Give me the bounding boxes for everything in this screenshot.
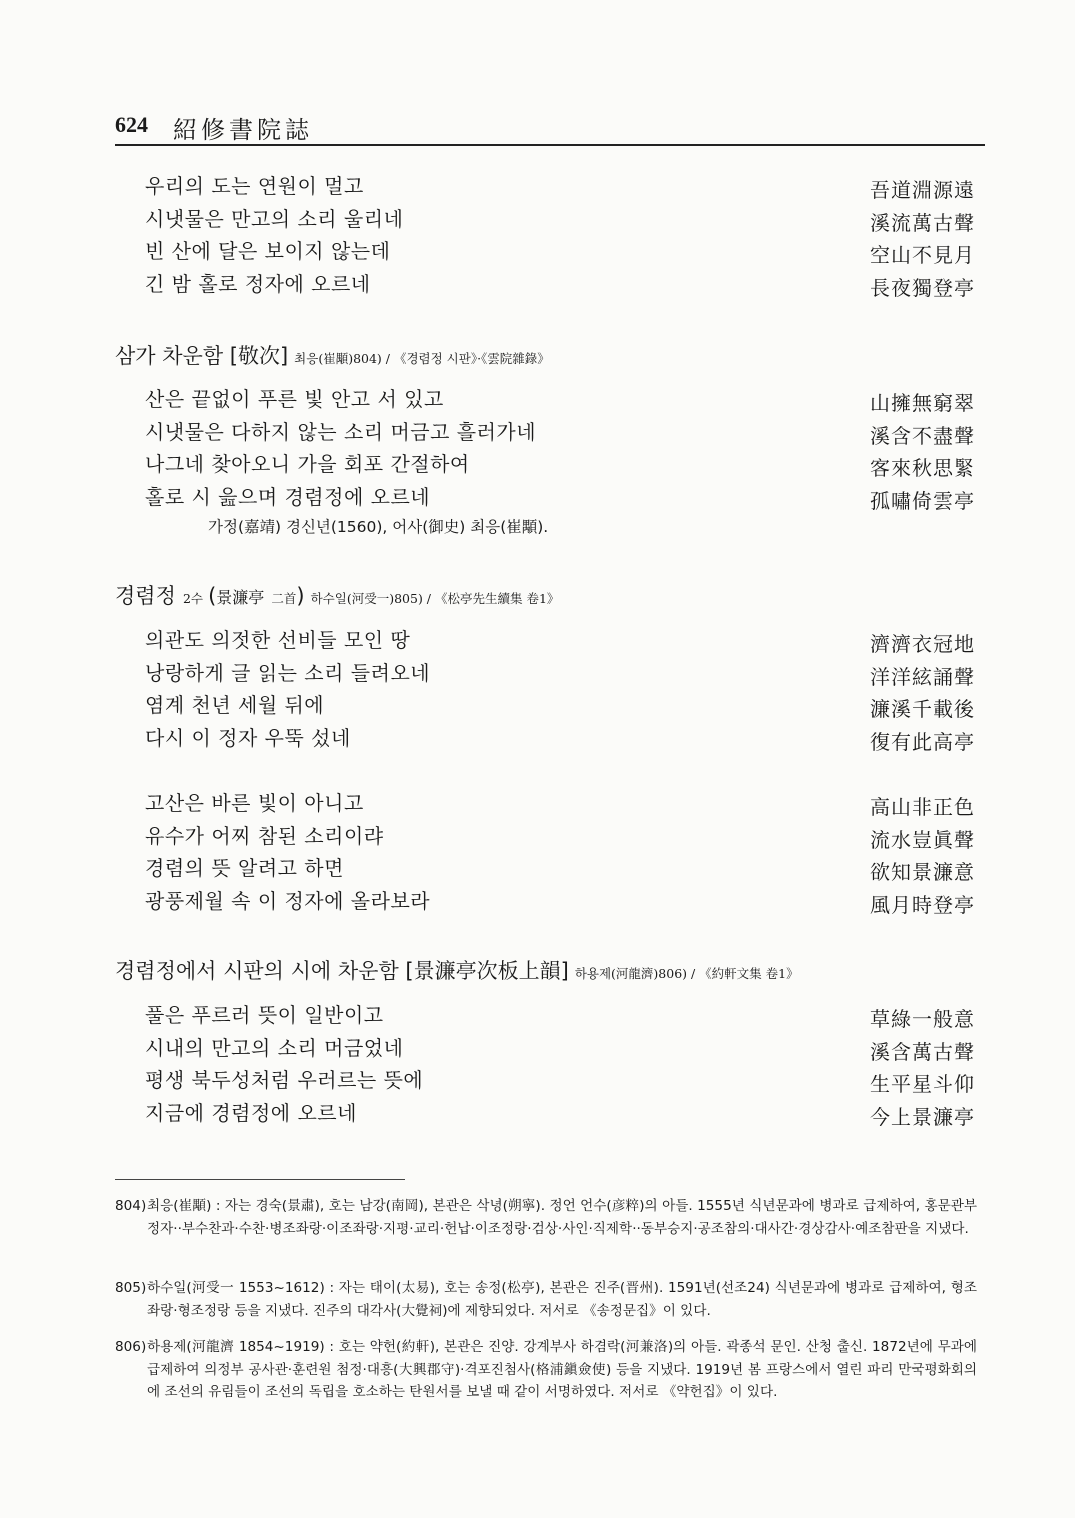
poem-line (145, 787, 975, 820)
paren-close: ) (296, 584, 305, 608)
hanja-line: 草綠一般意 (870, 1007, 975, 1031)
hanja-line: 洋洋絃誦聲 (870, 664, 975, 689)
korean-line: 나그네 찾아오니 가을 회포 간절하여 (145, 452, 470, 476)
poem-line (145, 1064, 975, 1097)
footnote-text: 하수일(河受一 1553~1612) : 자는 태이(太易), 호는 송정(松亭), 본관은 진주(晋州). 1591년(선조24) 식년문과에 병과로 급제하여, 형조좌랑·형조정랑 등을 지냈다. 진주의 대각사(大覺祠)에 제향되었다. 저서로 《송정문집》이 있다. (147, 1280, 977, 1319)
poem-line (145, 383, 975, 416)
poem-4 (145, 999, 975, 1129)
poem-line (145, 657, 975, 690)
poem-1 (145, 170, 975, 300)
section-heading (115, 955, 799, 985)
korean-line: 다시 이 정자 우뚝 섰네 (145, 725, 351, 750)
footnote (115, 1336, 977, 1404)
korean-line: 염계 천년 세월 뒤에 (145, 693, 325, 717)
poem-count-hanja: 二首 (271, 591, 297, 606)
korean-line: 고산은 바른 빛이 아니고 (145, 791, 364, 815)
poem-line (145, 170, 975, 203)
korean-line: 시냇물은 만고의 소리 울리네 (145, 206, 404, 231)
poem-count: 2수 (182, 591, 203, 606)
poem-3b (145, 787, 975, 917)
poem-line (145, 999, 975, 1032)
korean-line: 지금에 경렴정에 오르네 (145, 1100, 357, 1125)
poem-line (145, 722, 975, 755)
section-heading (115, 580, 559, 610)
hanja-line: 濂溪千載後 (870, 697, 975, 721)
korean-line: 평생 북두성처럼 우러르는 뜻에 (145, 1068, 424, 1092)
poem-line (145, 852, 975, 885)
poem-line (145, 235, 975, 268)
korean-line: 유수가 어찌 참된 소리이랴 (145, 823, 384, 848)
poem-line (145, 820, 975, 853)
hanja-line: 吾道淵源遠 (870, 178, 975, 202)
hanja-line: 長夜獨登亭 (870, 275, 975, 300)
hanja-line: 溪含不盡聲 (870, 423, 975, 448)
section-title: 경렴정에서 시판의 시에 차운함 [景濂亭次板上韻] (115, 959, 569, 983)
poem-line (145, 885, 975, 918)
hanja-line: 風月時登亭 (870, 892, 975, 917)
korean-line: 낭랑하게 글 읽는 소리 들려오네 (145, 660, 431, 685)
korean-line: 시냇물은 다하지 않는 소리 머금고 흘러가네 (145, 419, 537, 444)
korean-line: 의관도 의젓한 선비들 모인 땅 (145, 628, 411, 652)
hanja-line: 今上景濂亭 (870, 1104, 975, 1129)
section-title: 경렴정 (115, 584, 176, 608)
poem-2 (145, 383, 975, 513)
page-header (115, 108, 985, 146)
poem-line (145, 481, 975, 514)
section-title-hanja: 景濂亭 (216, 588, 265, 607)
hanja-line: 孤嘯倚雲亭 (870, 488, 975, 513)
hanja-line: 復有此高亭 (870, 729, 975, 754)
poem-line (145, 689, 975, 722)
korean-line: 우리의 도는 연원이 멀고 (145, 174, 364, 198)
section-heading (115, 340, 550, 370)
poem-line (145, 1032, 975, 1065)
hanja-line: 高山非正色 (870, 795, 975, 819)
page-number: 624 (115, 112, 148, 137)
footnote-number: 805) (115, 1280, 147, 1296)
hanja-line: 生平星斗仰 (870, 1072, 975, 1096)
korean-line: 경렴의 뜻 알려고 하면 (145, 856, 344, 880)
korean-line: 빈 산에 달은 보이지 않는데 (145, 239, 391, 263)
hanja-line: 流水豈眞聲 (870, 827, 975, 852)
footnote-divider (115, 1179, 405, 1180)
footnote (115, 1277, 977, 1322)
poem-line (145, 416, 975, 449)
poem-3a (145, 624, 975, 754)
poem-line (145, 268, 975, 301)
poem-line (145, 448, 975, 481)
korean-line: 광풍제월 속 이 정자에 올라보라 (145, 888, 431, 913)
section-attribution: 하수일(河受一)805) / 《松亭先生續集 卷1》 (310, 591, 560, 606)
korean-line: 홀로 시 읊으며 경렴정에 오르네 (145, 484, 431, 509)
colophon: 가정(嘉靖) 경신년(1560), 어사(御史) 최응(崔顒). (208, 518, 549, 536)
poem-line (145, 203, 975, 236)
hanja-line: 溪流萬古聲 (870, 210, 975, 235)
korean-line: 시내의 만고의 소리 머금었네 (145, 1035, 404, 1060)
poem-line (145, 624, 975, 657)
poem-line (145, 1097, 975, 1130)
paren-open: ( (208, 584, 217, 608)
hanja-line: 欲知景濂意 (870, 860, 975, 884)
hanja-line: 空山不見月 (870, 243, 975, 267)
hanja-line: 客來秋思緊 (870, 456, 975, 480)
footnote-number: 804) (115, 1198, 147, 1214)
hanja-line: 山擁無窮翠 (870, 391, 975, 415)
section-attribution: 하용제(河龍濟)806) / 《約軒文集 卷1》 (574, 966, 799, 981)
section-title: 삼가 차운함 [敬次] (115, 344, 289, 368)
korean-line: 풀은 푸르러 뜻이 일반이고 (145, 1003, 384, 1027)
footnote-number: 806) (115, 1339, 147, 1355)
footnote (115, 1195, 977, 1240)
korean-line: 긴 밤 홀로 정자에 오르네 (145, 271, 371, 296)
section-attribution: 최응(崔顒)804) / 《경렴정 시판》·《雲院雜錄》 (294, 351, 550, 366)
hanja-line: 溪含萬古聲 (870, 1039, 975, 1064)
footnote-text: 최응(崔顒) : 자는 경숙(景肅), 호는 남강(南岡), 본관은 삭녕(朔寧). 정언 언수(彦粹)의 아들. 1555년 식년문과에 병과로 급제하여, 홍문관부정자··부수찬과·수찬·병조좌랑·이조좌랑·지평·교리·헌납·이조정랑·검상·사인·직제학··동부승지·공조참의·대사간·경상감사·예조참판을 지냈다. (147, 1198, 977, 1237)
hanja-line: 濟濟衣冠地 (870, 632, 975, 656)
korean-line: 산은 끝없이 푸른 빛 안고 서 있고 (145, 387, 444, 411)
footnote-text: 하용제(河龍濟 1854~1919) : 호는 약헌(約軒), 본관은 진양. 강계부사 하겸락(河兼洛)의 아들. 곽종석 문인. 산청 출신. 1872년에 무과에 급제하여 의정부 공사관·훈련원 첨정·대흥(大興郡守)·격포진첨사(格浦鎭僉使) 등을 지냈다. 1919년 봄 프랑스에서 열린 파리 만국평화회의에 조선의 유림들이 조선의 독립을 호소하는 탄원서를 보낼 때 같이 서명하였다. 저서로 《약헌집》이 있다. (147, 1339, 977, 1400)
book-title: 紹修書院誌 (173, 116, 313, 144)
